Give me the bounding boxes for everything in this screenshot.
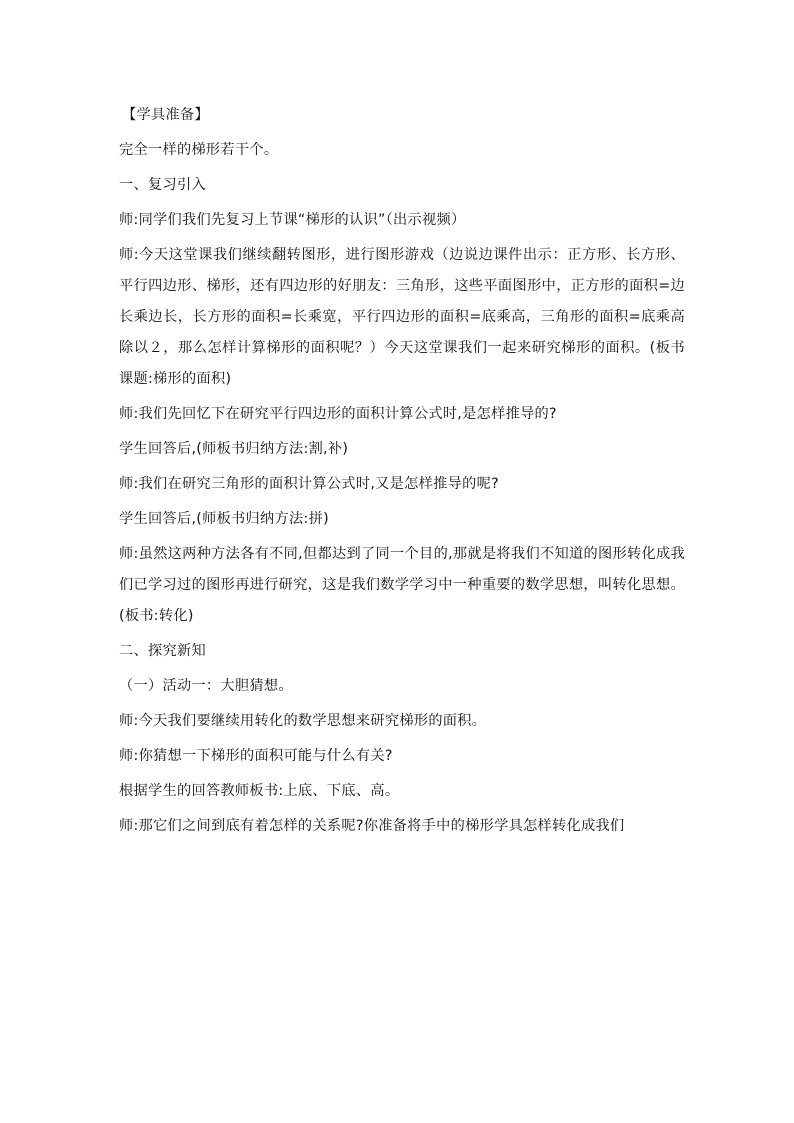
section-heading-explore: 二、探究新知: [119, 643, 206, 659]
paragraph-combine-answer: 学生回答后,(师板书归纳方法:拼): [119, 511, 329, 527]
paragraph-materials: 完全一样的梯形若干个。: [119, 142, 279, 158]
paragraph-guess-question: 师:你猜想一下梯形的面积可能与什么有关?: [119, 748, 393, 764]
document-body: [119, 100, 685, 846]
paragraph-transformation-idea: 师:虽然这两种方法各有不同,但都达到了同一个目的,那就是将我们不知道的图形转化成我们已学习过的图形再进行研究，这是我们数学学习中一种重要的数学思想，叫转化思想。(板书:转化): [119, 546, 685, 624]
paragraph-relationship-question: 师:那它们之间到底有着怎样的关系呢?你准备将手中的梯形学具怎样转化成我们: [119, 818, 625, 834]
paragraph-triangle-question: 师:我们在研究三角形的面积计算公式时,又是怎样推导的呢?: [119, 476, 499, 492]
paragraph-review-video: 师:同学们我们先复习上节课“梯形的认识”（出示视频）: [119, 212, 466, 228]
section-heading-review: 一、复习引入: [119, 177, 206, 193]
subsection-heading-activity-one: （一）活动一：大胆猜想。: [119, 678, 293, 694]
paragraph-board-bases-height: 根据学生的回答教师板书:上底、下底、高。: [119, 783, 400, 799]
paragraph-cut-fill-answer: 学生回答后,(师板书归纳方法:割,补): [119, 441, 349, 457]
paragraph-shape-game: 师:今天这堂课我们继续翻转图形，进行图形游戏（边说边课件出示：正方形、长方形、平行四边形、梯形，还有四边形的好朋友：三角形，这些平面图形中，正方形的面积=边长乘边长，长方形的面积=长乘宽，平行四边形的面积=底乘高，三角形的面积=底乘高除以２，那么怎样计算梯形的面积呢？）今天这堂课我们一起来研究梯形的面积。(板书课题:梯形的面积): [119, 247, 685, 387]
paragraph-continue-transformation: 师:今天我们要继续用转化的数学思想来研究梯形的面积。: [119, 713, 487, 729]
paragraph-parallelogram-question: 师:我们先回忆下在研究平行四边形的面积计算公式时,是怎样推导的?: [119, 406, 557, 422]
section-heading-materials: 【学具准备】: [122, 107, 209, 123]
